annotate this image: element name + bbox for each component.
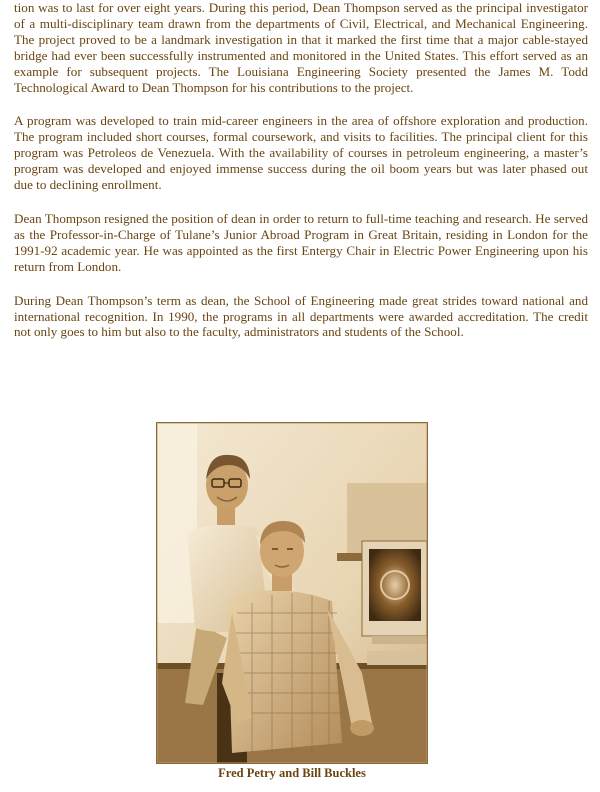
sepia-photograph: [157, 423, 427, 763]
paragraph-recognition: During Dean Thompson’s term as dean, the School of Engineering made great strides toward national and international recognition. In 1990, the programs in all departments were awarded accreditation. The credit not only goes to him but also to the faculty, administrators and students of the School.: [14, 292, 588, 340]
photo-caption: Fred Petry and Bill Buckles: [218, 766, 366, 780]
paragraph-offshore-program: A program was developed to train mid-career engineers in the area of offshore exploration and production. The program included short courses, formal coursework, and visits to facilities. The principal client for this program was Petroleos de Venezuela. With the availability of courses in petroleum engineering, a master’s program was developed and enjoyed immense success during the oil boom years but was later phased out due to declining enrollment.: [14, 113, 588, 193]
body-text: [14, 0, 588, 358]
computer-monitor: [362, 541, 427, 644]
paragraph-resignation: Dean Thompson resigned the position of dean in order to return to full-time teaching and research. He served as the Professor-in-Charge of Tulane’s Junior Abroad Program in Great Britain, residing in London for the 1991-92 academic year. He was appointed as the first Entergy Chair in Electric Power Engineering upon his return from London.: [14, 210, 588, 274]
photo-two-men: [156, 422, 428, 764]
paragraph-bridge-project: tion was to last for over eight years. During this period, Dean Thompson served as the principal investigator of a multi-disciplinary team drawn from the departments of Civil, Electrical, and Mechanical Engineering. The project proved to be a landmark investigation in that it marked the first time that a major cable-stayed bridge had ever been successfully instrumented and monitored in the United States. This effort served as an example for subsequent projects. The Louisiana Engineering Society presented the James M. Todd Technological Award to Dean Thompson for his contributions to the project.: [14, 0, 588, 95]
